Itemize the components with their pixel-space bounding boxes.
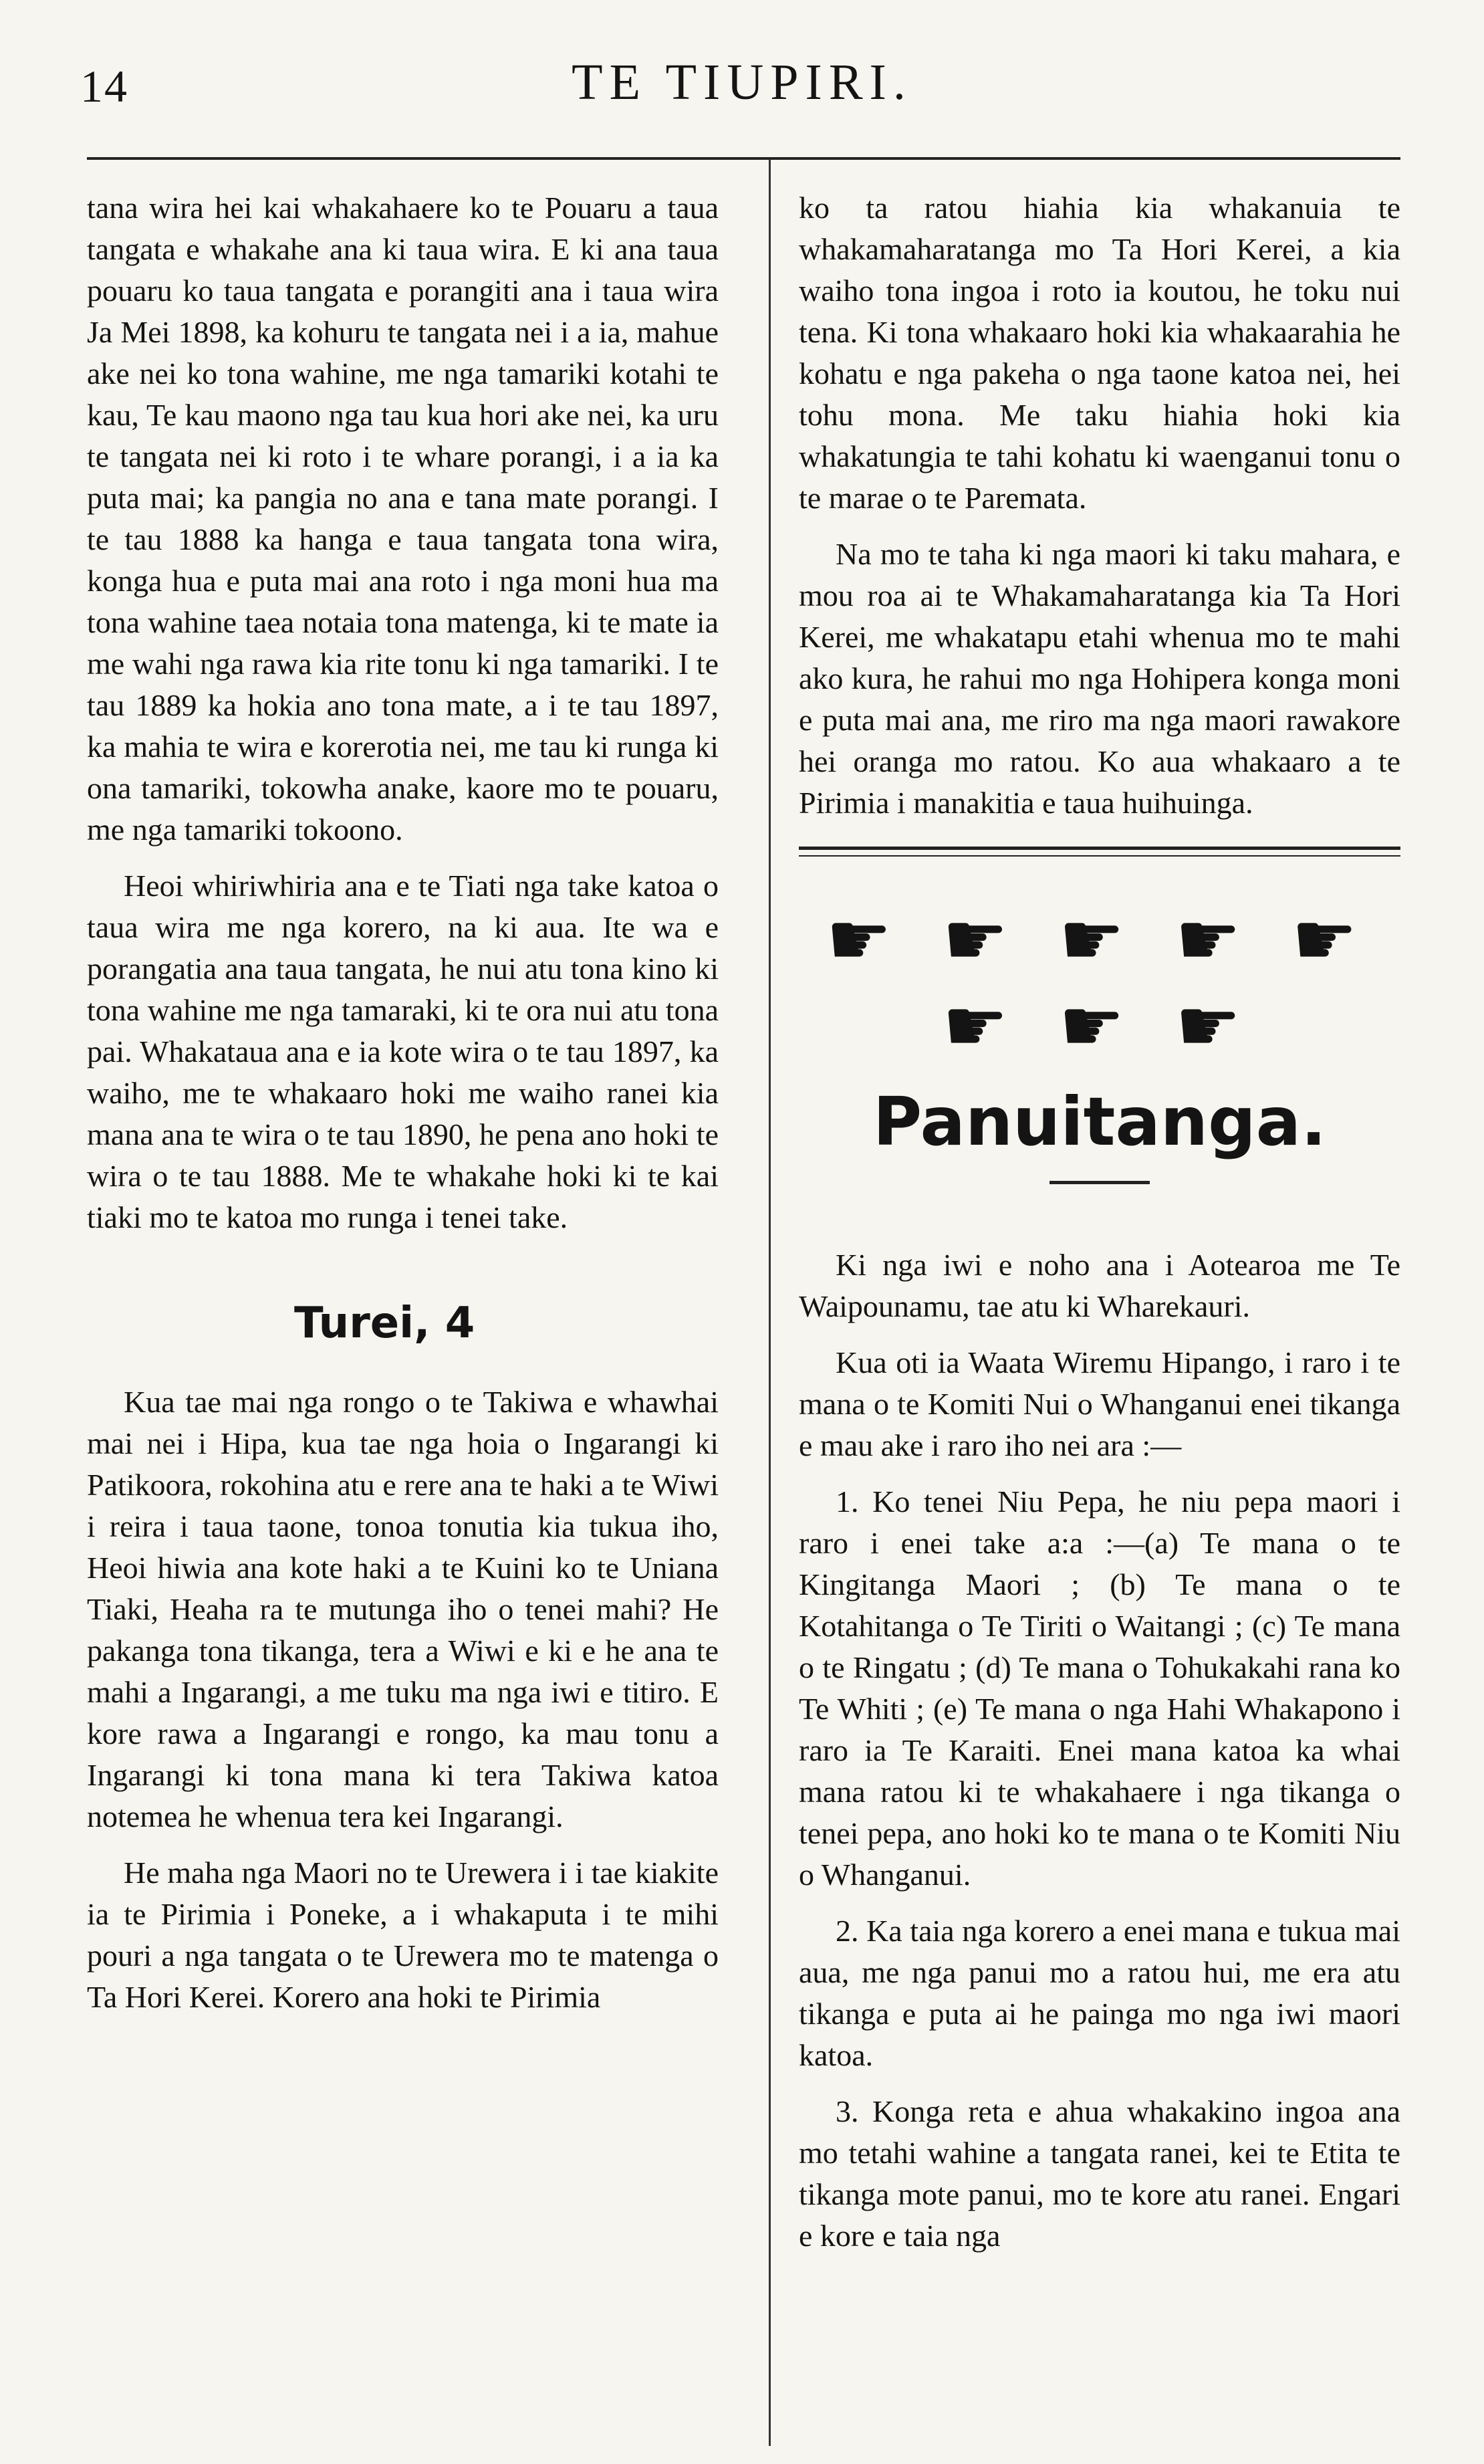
paragraph: Na mo te taha ki nga maori ki taku mahara, e mou roa ai te Whakamaharatanga kia Ta Hori Kerei, me whakatapu etahi whenua mo te mahi ako kura, he rahui mo nga Hohipera konga moni e puta mai ana, me riro ma nga maori rawakore hei oranga mo ratou. Ko aua whakaaro a te Pirimia i manakitia e taua huihuinga. [799,537,1400,820]
paragraph: 3. Konga reta e ahua whakakino ingoa ana mo tetahi wahine a tangata ranei, kei te Etita te tikanga mote panui, mo te kore atu ranei. Engari e kore e taia nga [799,2094,1400,2253]
pointing-hand-icon: ☛ [1291,899,1374,981]
paragraph: Heoi whiriwhiria ana e te Tiati nga take katoa o taua wira me nga korero, na ki aua. Ite wa e porangatia ana taua tangata, he nui atu tona kino ki tona wahine me nga tamaraki, ki te ora nui atu tona pai. Whakataua ana e ia kote wira o te tau 1897, ka waiho, me te whakaaro hoki me waiho ranei kia mana ana te wira o te tau 1890, he pena ano hoki te wira o te tau 1888. Me te whakahe hoki ki te kai tiaki mo te katoa mo runga i tenei take. [87,869,719,1234]
section-heading: Turei, 4 [294,1299,475,1348]
paragraph: Kua oti ia Waata Wiremu Hipango, i raro i te mana o te Komiti Nui o Whanganui enei tikanga e mau ake i raro iho nei ara :— [799,1345,1400,1462]
short-rule [1049,1181,1150,1184]
paragraph: ko ta ratou hiahia kia whakanuia te whakamaharatanga mo Ta Hori Kerei, a kia waiho tona ingoa i roto ia koutou, he toku nui tena. Ki tona whakaaro hoki kia whakaarahia he kohatu e nga pakeha o nga taone katoa nei, hei tohu mona. Me taku hiahia hoki kia whakatungia te tahi kohatu ki waenganui tonu o te marae o te Paremata. [799,191,1400,515]
section-rule [799,847,1400,857]
header-rule [87,157,1400,160]
right-column [799,187,1400,2271]
column-divider [769,159,771,2446]
paragraph: Ki nga iwi e noho ana i Aotearoa me Te Waipounamu, tae atu ki Wharekauri. [799,1248,1400,1323]
paragraph: 1. Ko tenei Niu Pepa, he niu pepa maori i raro i enei take a:a :—(a) Te mana o te Kingitanga Maori ; (b) Te mana o te Kotahitanga o Te Tiriti o Waitangi ; (c) Te mana o te Ringatu ; (d) Te mana o Tohukakahi rana ko Te Whiti ; (e) Te mana o nga Hahi Whakapono i raro ia Te Karaiti. Enei mana katoa ka whai mana ratou ki te whakahaere i nga tikanga o tenei pepa, ano hoki ko te mana o te Komiti Niu o Whanganui. [799,1484,1400,1892]
pointing-hand-icon: ☛ [1058,986,1141,1067]
pointing-hand-icon: ☛ [1174,986,1257,1067]
pointing-hand-icon: ☛ [1174,899,1257,981]
page-header [0,40,1484,114]
left-column [87,187,719,2033]
paragraph: tana wira hei kai whakahaere ko te Pouaru a taua tangata e whakahe ana ki taua wira. E ki ana taua pouaru ko taua tangata e porangiti ana i taua wira Ja Mei 1898, ka kohuru te tangata nei i a ia, mahue ake nei ko tona wahine, me nga tamariki kotahi te kau, Te kau maono nga tau kua hori ake nei, ka uru te tangata nei ki roto i te whare porangi, i a ia ka puta mai; ka pangia no ana e tana mate porangi. I te tau 1888 ka hanga e taua tangata tona wira, konga hua e puta mai ana roto i nga moni hua ma tona wahine taea notaia tona matenga, ki te mate ia me wahi nga rawa kia rite tonu ki nga tamariki. I te tau 1889 ka hokia ano tona mate, a i te tau 1897, ka mahia te wira e korerotia nei, me tau ki runga ki ona tamariki, tokowha anake, kaore mo te pouaru, me nga tamariki tokoono. [87,191,719,847]
pointing-hands-row [799,897,1400,1069]
pointing-hand-icon: ☛ [942,899,1025,981]
notice-title: Panuitanga. [872,1083,1327,1161]
page-number: 14 [80,61,128,112]
pointing-hand-icon: ☛ [826,899,908,981]
running-title: TE TIUPIRI. [572,54,912,110]
paragraph: He maha nga Maori no te Urewera i i tae kiakite ia te Pirimia i Poneke, a i whakaputa i te mihi pouri a nga tangata o te Urewera mo te matenga o Ta Hori Kerei. Korero ana hoki te Pirimia [87,1856,719,2014]
pointing-hand-icon: ☛ [1058,899,1141,981]
pointing-hand-icon: ☛ [942,986,1025,1067]
paragraph: Kua tae mai nga rongo o te Takiwa e whawhai mai nei i Hipa, kua tae nga hoia o Ingarangi ki Patikoora, rokohina atu e rere ana te haki a te Wiwi i reira i taua taone, tonoa tonutia kia tukua iho, Heoi hiwia ana kote haki a te Kuini ko te Uniana Tiaki, Heaha ra te mutunga iho o tenei mahi? He pakanga tona tikanga, tera a Wiwi e ki e he ana te mahi a Ingarangi, a me tuku ma nga iwi e titiro. E kore rawa a Ingarangi e rongo, ka mau tonu a Ingarangi ki tona mana ki tera Takiwa katoa notemea he whenua tera kei Ingarangi. [87,1385,719,1833]
paragraph: 2. Ka taia nga korero a enei mana e tukua mai aua, me nga panui mo a ratou hui, me era atu tikanga e puta ai he painga mo nga iwi maori katoa. [799,1914,1400,2072]
